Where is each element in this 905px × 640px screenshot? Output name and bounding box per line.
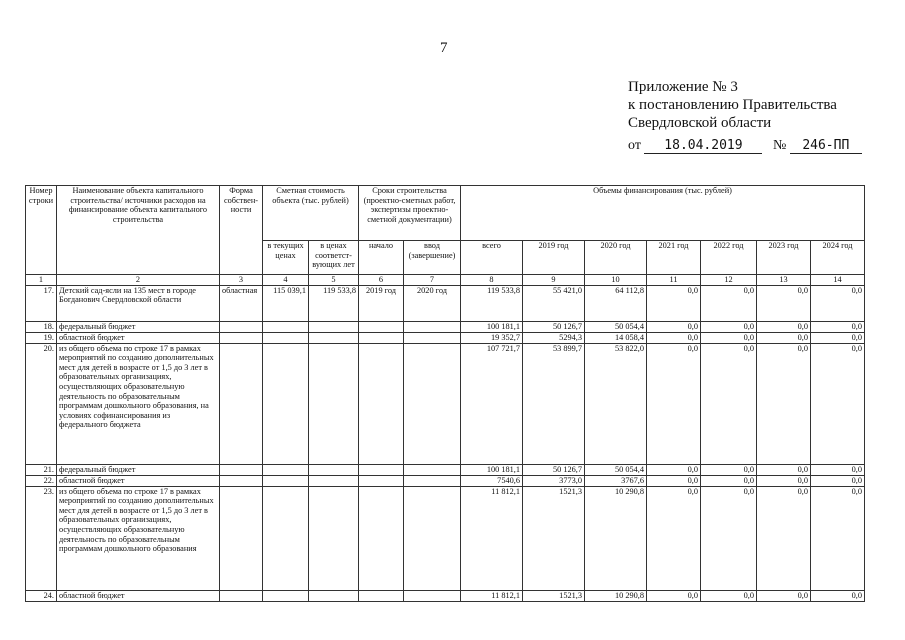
table-cell: 0,0 [647,590,701,601]
table-cell [404,475,461,486]
table-cell: 0,0 [701,590,757,601]
table-cell: 0,0 [757,332,811,343]
table-cell [309,343,359,464]
table-cell: 0,0 [647,285,701,321]
table-cell [309,464,359,475]
table-cell [263,343,309,464]
resolution-number: 246-ПП [790,138,862,154]
table-cell: 3773,0 [523,475,585,486]
table-cell [220,321,263,332]
number-prefix: № [772,138,787,153]
header-object-name: Наименование объекта капитального строительства/ источники расходов на финансирование объекта капитального строительства [57,186,220,275]
table-cell [263,321,309,332]
table-row [26,285,865,321]
appendix-title: Приложение № 3 [628,79,738,95]
table-cell [359,321,404,332]
resolution-date-line [628,138,862,154]
table-cell: 0,0 [757,285,811,321]
row-name-cell: областной бюджет [57,332,220,343]
table-cell: 0,0 [647,486,701,590]
row-name-cell: из общего объема по строке 17 в рамках мероприятий по созданию дополнительных мест для детей в возрасте от 1,5 до 3 лет в образовательных организациях, осуществляющих образовательную деятельность по образовательным программам дошкольного образования [57,486,220,590]
table-cell [263,475,309,486]
table-cell: 19 352,7 [461,332,523,343]
row-name-cell: федеральный бюджет [57,321,220,332]
table-cell: 53 822,0 [585,343,647,464]
row-number-cell: 18. [26,321,57,332]
table-row [26,590,865,601]
table-cell [404,464,461,475]
table-cell: 0,0 [647,321,701,332]
table-row [26,475,865,486]
column-number: 6 [359,275,404,286]
table-cell: 0,0 [647,475,701,486]
table-cell: 5294,3 [523,332,585,343]
resolution-date: 18.04.2019 [644,138,762,154]
row-name-cell: областной бюджет [57,590,220,601]
table-cell: 119 533,8 [461,285,523,321]
table-cell [404,590,461,601]
table-cell: 0,0 [701,332,757,343]
table-cell: 50 126,7 [523,464,585,475]
table-cell: 0,0 [757,343,811,464]
header-start: начало [359,241,404,275]
row-name-cell: областной бюджет [57,475,220,486]
header-current-prices: в текущих ценах [263,241,309,275]
table-cell [359,464,404,475]
header-2019: 2019 год [523,241,585,275]
column-number: 2 [57,275,220,286]
table-cell [404,321,461,332]
table-cell: 0,0 [701,464,757,475]
column-number: 3 [220,275,263,286]
header-construction-terms: Сроки строительства (проектно-сметных работ, экспертизы проектно-сметной документации) [359,186,461,241]
row-name-cell: федеральный бюджет [57,464,220,475]
table-body [26,285,865,601]
header-relevant-prices: в ценах соответст-вующих лет [309,241,359,275]
table-cell: 50 054,4 [585,321,647,332]
table-cell: областная [220,285,263,321]
table-cell [220,332,263,343]
table-cell [359,475,404,486]
table-cell [263,590,309,601]
table-cell: 1521,3 [523,486,585,590]
table-cell: 100 181,1 [461,321,523,332]
column-number-row [26,275,865,286]
table-cell [404,343,461,464]
table-cell [359,590,404,601]
table-row [26,343,865,464]
table-cell [404,332,461,343]
date-prefix: от [628,138,641,153]
table-cell: 50 126,7 [523,321,585,332]
row-number-cell: 19. [26,332,57,343]
row-number-cell: 24. [26,590,57,601]
column-number: 12 [701,275,757,286]
table-cell: 0,0 [701,475,757,486]
appendix-heading [628,78,837,132]
appendix-resolution: к постановлению Правительства [628,97,837,113]
table-cell: 0,0 [811,285,865,321]
table-cell: 115 039,1 [263,285,309,321]
table-cell: 0,0 [757,475,811,486]
table-cell: 11 812,1 [461,590,523,601]
table-cell: 0,0 [647,464,701,475]
column-number: 14 [811,275,865,286]
table-cell: 100 181,1 [461,464,523,475]
table-cell: 0,0 [701,343,757,464]
table-cell: 0,0 [701,321,757,332]
header-funding-volumes: Объемы финансирования (тыс. рублей) [461,186,865,241]
column-number: 10 [585,275,647,286]
table-cell [359,486,404,590]
table-cell: 0,0 [757,590,811,601]
header-end: ввод (завершение) [404,241,461,275]
table-row [26,464,865,475]
table-cell [404,486,461,590]
table-cell: 0,0 [811,590,865,601]
column-number: 4 [263,275,309,286]
table-cell: 0,0 [701,486,757,590]
table-cell: 11 812,1 [461,486,523,590]
table-cell: 53 899,7 [523,343,585,464]
table-cell: 0,0 [757,321,811,332]
table-cell [220,475,263,486]
column-number: 5 [309,275,359,286]
table-cell: 0,0 [811,343,865,464]
table-cell [359,343,404,464]
table-cell [309,486,359,590]
table-cell [359,332,404,343]
table-cell: 50 054,4 [585,464,647,475]
column-number: 7 [404,275,461,286]
table-cell: 0,0 [757,486,811,590]
table-cell: 10 290,8 [585,590,647,601]
table-row [26,486,865,590]
funding-table [25,185,865,602]
table-cell [220,486,263,590]
header-estimated-cost: Сметная стоимость объекта (тыс. рублей) [263,186,359,241]
table-cell [309,590,359,601]
table-cell: 1521,3 [523,590,585,601]
table-cell: 0,0 [811,321,865,332]
table-cell: 2020 год [404,285,461,321]
table-cell [309,332,359,343]
table-row [26,332,865,343]
table-cell: 0,0 [811,464,865,475]
appendix-region: Свердловской области [628,115,772,131]
table-cell: 119 533,8 [309,285,359,321]
table-cell [220,464,263,475]
header-total: всего [461,241,523,275]
table-cell [263,464,309,475]
table-row [26,321,865,332]
row-name-cell: из общего объема по строке 17 в рамках мероприятий по созданию дополнительных мест для детей в возрасте от 1,5 до 3 лет в образовательных организациях, осуществляющих образовательную деятельность по образовательным программам дошкольного образования, на условиях софинансирования из федерального бюджета [57,343,220,464]
table-cell: 0,0 [811,475,865,486]
header-2021: 2021 год [647,241,701,275]
column-number: 11 [647,275,701,286]
table-cell: 7540,6 [461,475,523,486]
table-cell: 0,0 [811,332,865,343]
table-cell: 3767,6 [585,475,647,486]
row-number-cell: 17. [26,285,57,321]
page-number: 7 [440,40,448,56]
header-ownership: Форма собствен-ности [220,186,263,275]
row-number-cell: 21. [26,464,57,475]
row-number-cell: 20. [26,343,57,464]
table-cell [309,475,359,486]
table-cell [263,486,309,590]
table-cell: 107 721,7 [461,343,523,464]
header-2022: 2022 год [701,241,757,275]
header-2020: 2020 год [585,241,647,275]
table-cell [263,332,309,343]
table-cell: 55 421,0 [523,285,585,321]
row-number-cell: 23. [26,486,57,590]
row-name-cell: Детский сад-ясли на 135 мест в городе Богданович Свердловской области [57,285,220,321]
table-cell: 64 112,8 [585,285,647,321]
table-cell: 0,0 [647,332,701,343]
column-number: 9 [523,275,585,286]
header-row-number: Номер строки [26,186,57,275]
table-cell: 0,0 [701,285,757,321]
table-cell: 2019 год [359,285,404,321]
table-cell: 0,0 [757,464,811,475]
table-cell [220,343,263,464]
table-cell [309,321,359,332]
table-cell: 0,0 [811,486,865,590]
table-cell: 0,0 [647,343,701,464]
column-number: 13 [757,275,811,286]
row-number-cell: 22. [26,475,57,486]
column-number: 1 [26,275,57,286]
table-cell [220,590,263,601]
column-number: 8 [461,275,523,286]
header-2024: 2024 год [811,241,865,275]
table-cell: 10 290,8 [585,486,647,590]
header-2023: 2023 год [757,241,811,275]
table-cell: 14 058,4 [585,332,647,343]
